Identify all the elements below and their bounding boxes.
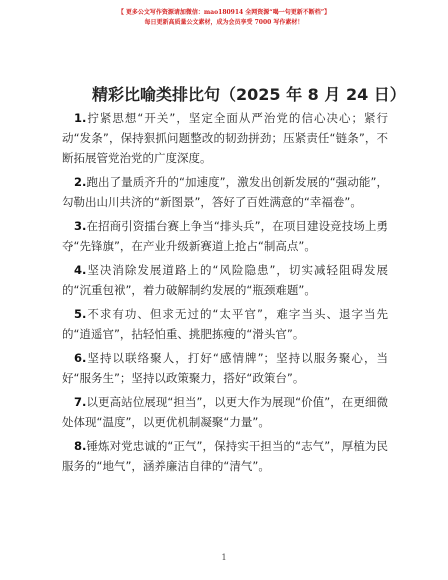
page-number: 1: [221, 553, 227, 562]
paragraph: [62, 348, 388, 388]
paragraph: [62, 436, 388, 476]
banner-line-promo: 【 更多公文写作资源请加微信：mao180914 全网资源“喝一句更新不断档”】: [117, 9, 331, 16]
paragraph-text: 坚决消除发展道路上的“风险隐患”，切实减轻阻碍发展的“沉重包袱”，着力破解制约发展的“瓶颈难题”。: [62, 263, 388, 297]
paragraph-number: 3.: [74, 219, 87, 233]
paragraph-number: 1.: [74, 111, 87, 125]
paragraph-text: 坚持以联络聚人，打好“感情牌”；坚持以服务聚心，当好“服务生”；坚持以政策聚力，搭好“政策台”。: [62, 351, 388, 385]
paragraph: [62, 304, 388, 344]
paragraph: [62, 392, 388, 432]
document-body: [62, 108, 388, 480]
document-title: 精彩比喻类排比句（2025 年 8 月 24 日）: [92, 85, 406, 104]
paragraph-text: 不求有功、但求无过的“太平官”，难字当头、退字当先的“逍遥官”，拈轻怕重、挑肥拣瘦的“滑头官”。: [62, 307, 388, 341]
paragraph-number: 4.: [74, 263, 87, 277]
paragraph-number: 5.: [74, 307, 87, 321]
paragraph-number: 2.: [74, 175, 87, 189]
paragraph-text: 拧紧思想“开关”，坚定全面从严治党的信心决心；紧行动“发条”，保持狠抓问题整改的韧劲拼劲；压紧责任“链条”，不断拓展管党治党的广度深度。: [62, 111, 388, 165]
header-banner: [0, 8, 448, 28]
paragraph-text: 跑出了量质齐升的“加速度”，激发出创新发展的“强动能”，勾勒出山川共济的“新图景”，答好了百姓满意的“幸福卷”。: [62, 175, 388, 209]
paragraph-text: 以更高站位展现“担当”，以更大作为展现“价值”，在更细微处体现“温度”，以更优机制凝聚“力量”。: [62, 395, 388, 429]
paragraph-number: 6.: [74, 351, 87, 365]
paragraph: [62, 216, 388, 256]
paragraph-number: 7.: [74, 395, 87, 409]
paragraph: [62, 108, 388, 168]
paragraph: [62, 172, 388, 212]
banner-line-subtitle: 每日更新高质量公文素材，成为会员享受 7000 写作素材！: [144, 19, 304, 26]
paragraph-text: 在招商引资擂台赛上争当“排头兵”，在项目建设竞技场上勇夺“先锋旗”，在产业升级新赛道上抢占“制高点”。: [62, 219, 388, 253]
paragraph-number: 8.: [74, 439, 87, 453]
paragraph-text: 锤炼对党忠诚的“正气”，保持实干担当的“志气”，厚植为民服务的“地气”，涵养廉洁自律的“清气”。: [62, 439, 388, 473]
paragraph: [62, 260, 388, 300]
